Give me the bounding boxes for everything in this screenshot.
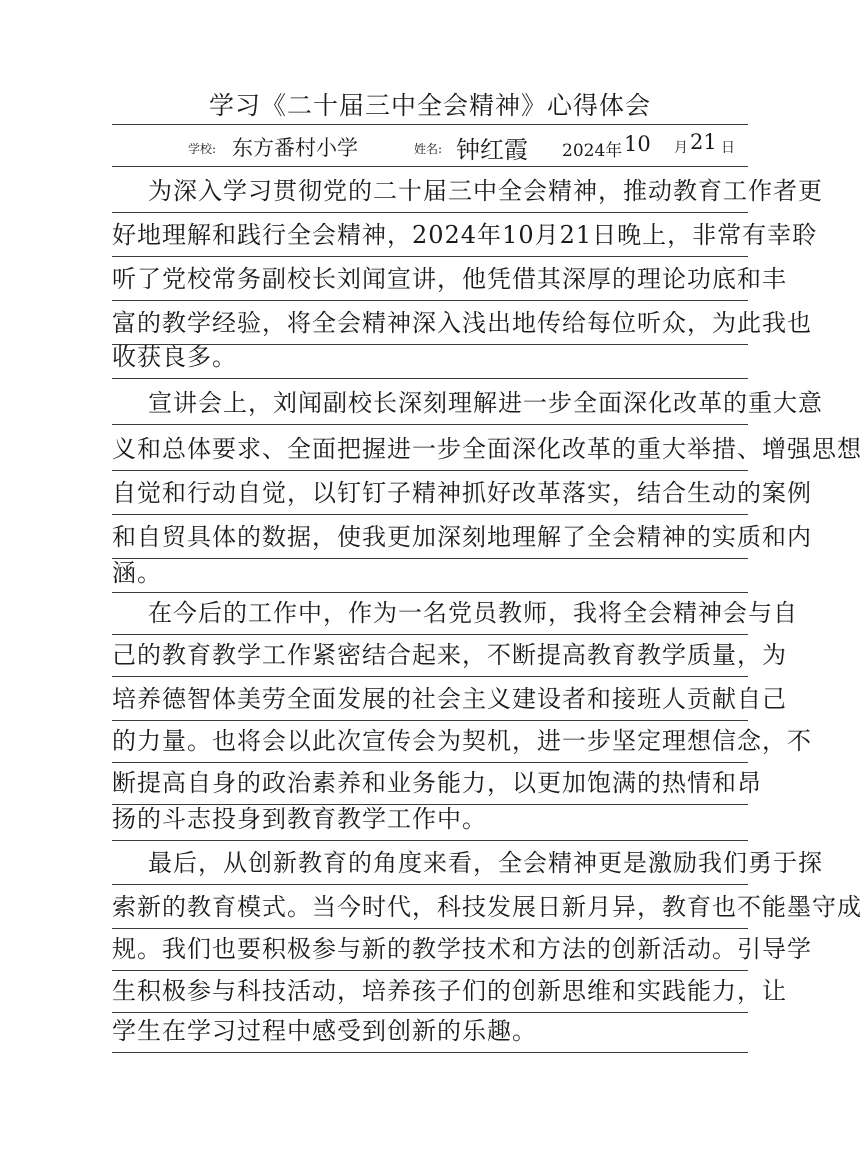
essay-line: 在今后的工作中，作为一名党员教师，我将全会精神会与自 — [148, 599, 798, 627]
essay-line: 收获良多。 — [112, 343, 237, 371]
name-value-text: 钟红霞 — [456, 136, 528, 164]
essay-line: 为深入学习贯彻党的二十届三中全会精神，推动教育工作者更 — [148, 177, 823, 205]
date-month — [624, 132, 651, 166]
essay-line: 最后，从创新教育的角度来看，全会精神更是激励我们勇于探 — [148, 849, 823, 877]
essay-line: 富的教学经验，将全会精神深入浅出地传给每位听众，为此我也 — [112, 309, 812, 337]
essay-line: 自觉和行动自觉，以钉钉子精神抓好改革落实，结合生动的案例 — [112, 479, 812, 507]
ruled-line — [112, 256, 748, 257]
essay-line: 索新的教育模式。当今时代，科技发展日新月异，教育也不能墨守成 — [112, 893, 862, 921]
name-label-text: 姓名: — [414, 142, 443, 156]
school-label-text: 学校: — [188, 142, 217, 156]
ruled-line — [112, 762, 748, 763]
essay-line: 的力量。也将会以此次宣传会为契机，进一步坚定理想信念，不 — [112, 727, 812, 755]
essay-line: 义和总体要求、全面把握进一步全面深化改革的重大举措、增强思想 — [112, 435, 862, 463]
ruled-line — [112, 592, 748, 593]
date-day-text: 21 — [690, 130, 717, 154]
ruled-line — [112, 470, 748, 471]
date-year-text: 2024年 — [562, 141, 623, 161]
essay-line: 己的教育教学工作紧密结合起来，不断提高教育教学质量，为 — [112, 641, 787, 669]
name-value — [456, 130, 528, 164]
date-month-text: 10 — [624, 132, 651, 156]
date-month-unit-text: 月 — [674, 140, 688, 156]
date-day-unit-text: 日 — [721, 140, 735, 156]
ruled-line — [112, 884, 748, 885]
ruled-line — [112, 514, 748, 515]
ruled-line — [112, 928, 748, 929]
ruled-line — [112, 720, 748, 721]
school-value-text: 东方番村小学 — [232, 136, 358, 160]
ruled-line — [112, 840, 748, 841]
ruled-line — [112, 1052, 748, 1053]
ruled-line — [112, 970, 748, 971]
essay-line: 培养德智体美劳全面发展的社会主义建设者和接班人贡献自己 — [112, 685, 787, 713]
ruled-line — [112, 300, 748, 301]
essay-title: 学习《二十届三中全会精神》心得体会 — [208, 91, 651, 120]
essay-line: 好地理解和践行全会精神，2024年10月21日晚上，非常有幸聆 — [112, 221, 818, 249]
essay-line: 宣讲会上，刘闻副校长深刻理解进一步全面深化改革的重大意 — [148, 389, 823, 417]
school-value — [232, 132, 358, 166]
date-year — [562, 136, 622, 170]
ruled-line — [112, 212, 748, 213]
ruled-line — [112, 424, 748, 425]
ruled-line — [112, 634, 748, 635]
essay-line: 涵。 — [112, 559, 162, 587]
essay-line: 规。我们也要积极参与新的教学技术和方法的创新活动。引导学 — [112, 935, 812, 963]
essay-line: 学生在学习过程中感受到创新的乐趣。 — [112, 1017, 537, 1045]
ruled-line — [112, 166, 748, 167]
ruled-line — [112, 124, 748, 125]
ruled-line — [112, 676, 748, 677]
essay-line: 断提高自身的政治素养和业务能力，以更加饱满的热情和昂 — [112, 769, 762, 797]
essay-line: 和自贸具体的数据，使我更加深刻地理解了全会精神的实质和内 — [112, 523, 812, 551]
essay-line: 听了党校常务副校长刘闻宣讲，他凭借其深厚的理论功底和丰 — [112, 265, 787, 293]
date-day — [690, 130, 717, 164]
essay-line: 生积极参与科技活动，培养孩子们的创新思维和实践能力，让 — [112, 977, 787, 1005]
ruled-line — [112, 378, 748, 379]
essay-line: 扬的斗志投身到教育教学工作中。 — [112, 805, 487, 833]
